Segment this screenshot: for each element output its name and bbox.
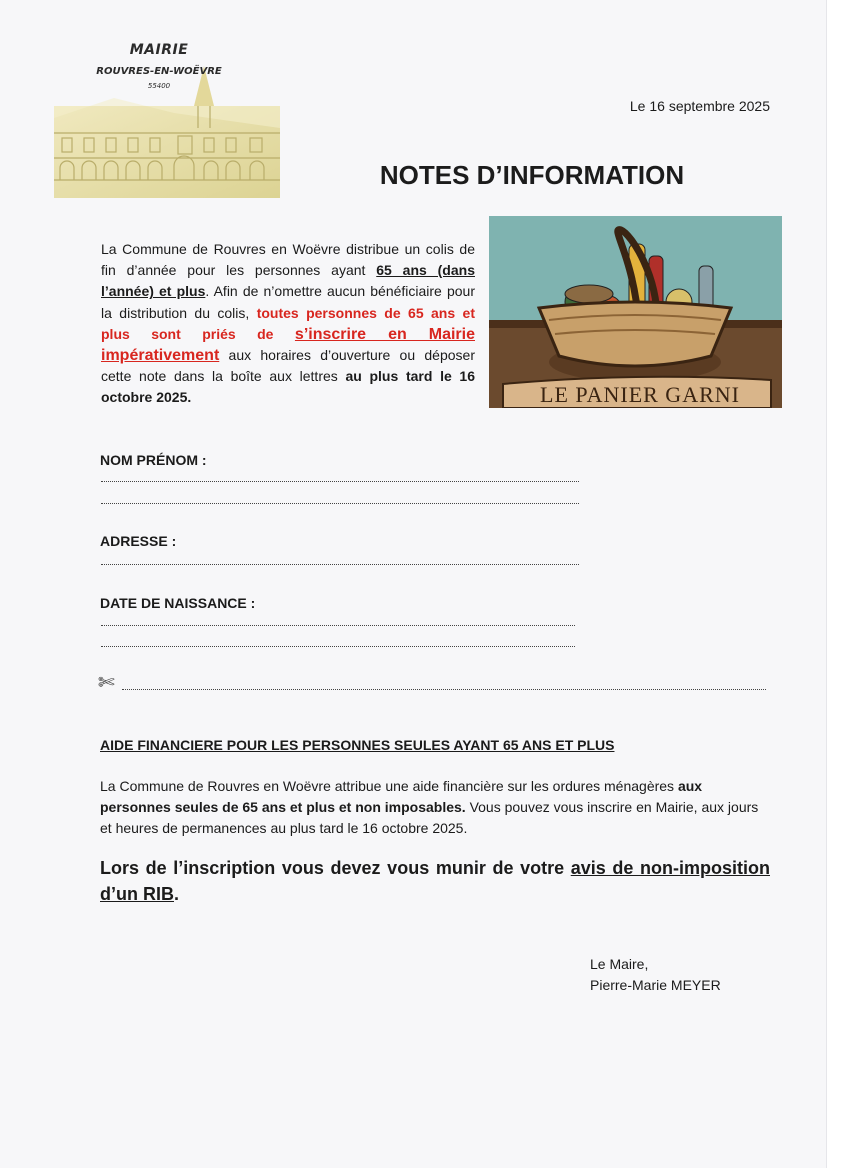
logo-title: MAIRIE xyxy=(129,42,189,58)
intro-text-1: La Commune de Rouvres en Woëvre distribue un colis de fin d’année pour les personnes ayant xyxy=(101,241,475,279)
birth-date-line-1[interactable] xyxy=(101,625,575,626)
town-hall-engraving-icon xyxy=(54,58,280,198)
signature-role: Le Maire, xyxy=(590,956,649,972)
aid-eligibility: aux personnes seules de 65 ans et plus et non imposables. xyxy=(100,778,703,815)
intro-register-highlight: s’inscrire en Mairie impérativement xyxy=(101,325,475,365)
intro-text-3: aux horaires d’ouverture ou déposer cette note dans la boîte aux lettres xyxy=(101,347,475,385)
mairie-logo xyxy=(54,40,280,198)
aid-text-1: La Commune de Rouvres en Woëvre attribue une aide financière sur les ordures ménagères xyxy=(100,778,678,794)
logo-postcode: 55400 xyxy=(147,82,171,90)
requirement-documents: avis de non-imposition d’un RIB xyxy=(100,858,770,904)
scissors-icon: ✄ xyxy=(98,672,115,694)
logo-town: ROUVRES-EN-WOËVRE xyxy=(96,66,222,77)
address-label: ADRESSE : xyxy=(100,533,177,549)
signature-block xyxy=(590,954,721,996)
intro-red-text: toutes personnes de 65 ans et plus sont priés de xyxy=(101,304,475,342)
birth-date-label: DATE DE NAISSANCE : xyxy=(100,595,256,611)
requirement-end: . xyxy=(174,884,180,904)
address-line[interactable] xyxy=(101,564,579,565)
name-line-1[interactable] xyxy=(101,481,579,482)
cut-line xyxy=(122,689,766,690)
requirement-text: Lors de l’inscription vous devez vous munir de votre xyxy=(100,858,571,878)
intro-text-2: . Afin de n’omettre aucun bénéficiaire pour la distribution du colis, xyxy=(101,283,475,321)
name-label: NOM PRÉNOM : xyxy=(100,452,207,468)
intro-age-highlight: 65 ans (dans l’année) et plus xyxy=(101,262,475,300)
aid-requirement xyxy=(100,855,770,907)
name-line-2[interactable] xyxy=(101,503,579,504)
page-title: NOTES D’INFORMATION xyxy=(379,160,685,190)
signature-name: Pierre-Marie MEYER xyxy=(590,977,721,993)
birth-date-line-2[interactable] xyxy=(101,646,575,647)
intro-deadline: au plus tard le 16 octobre 2025. xyxy=(101,368,476,406)
aid-text-2: Vous pouvez vous inscrire en Mairie, aux jours et heures de permanences au plus tard le 16 octobre 2025. xyxy=(100,799,759,836)
aid-paragraph xyxy=(100,776,770,839)
basket-caption: LE PANIER GARNI xyxy=(540,382,740,407)
intro-paragraph xyxy=(101,239,475,409)
document-date: Le 16 septembre 2025 xyxy=(629,98,770,114)
aid-section-title: AIDE FINANCIERE POUR LES PERSONNES SEULES AYANT 65 ANS ET PLUS xyxy=(100,737,615,753)
page-edge xyxy=(826,0,848,1168)
basket-image xyxy=(489,216,782,408)
